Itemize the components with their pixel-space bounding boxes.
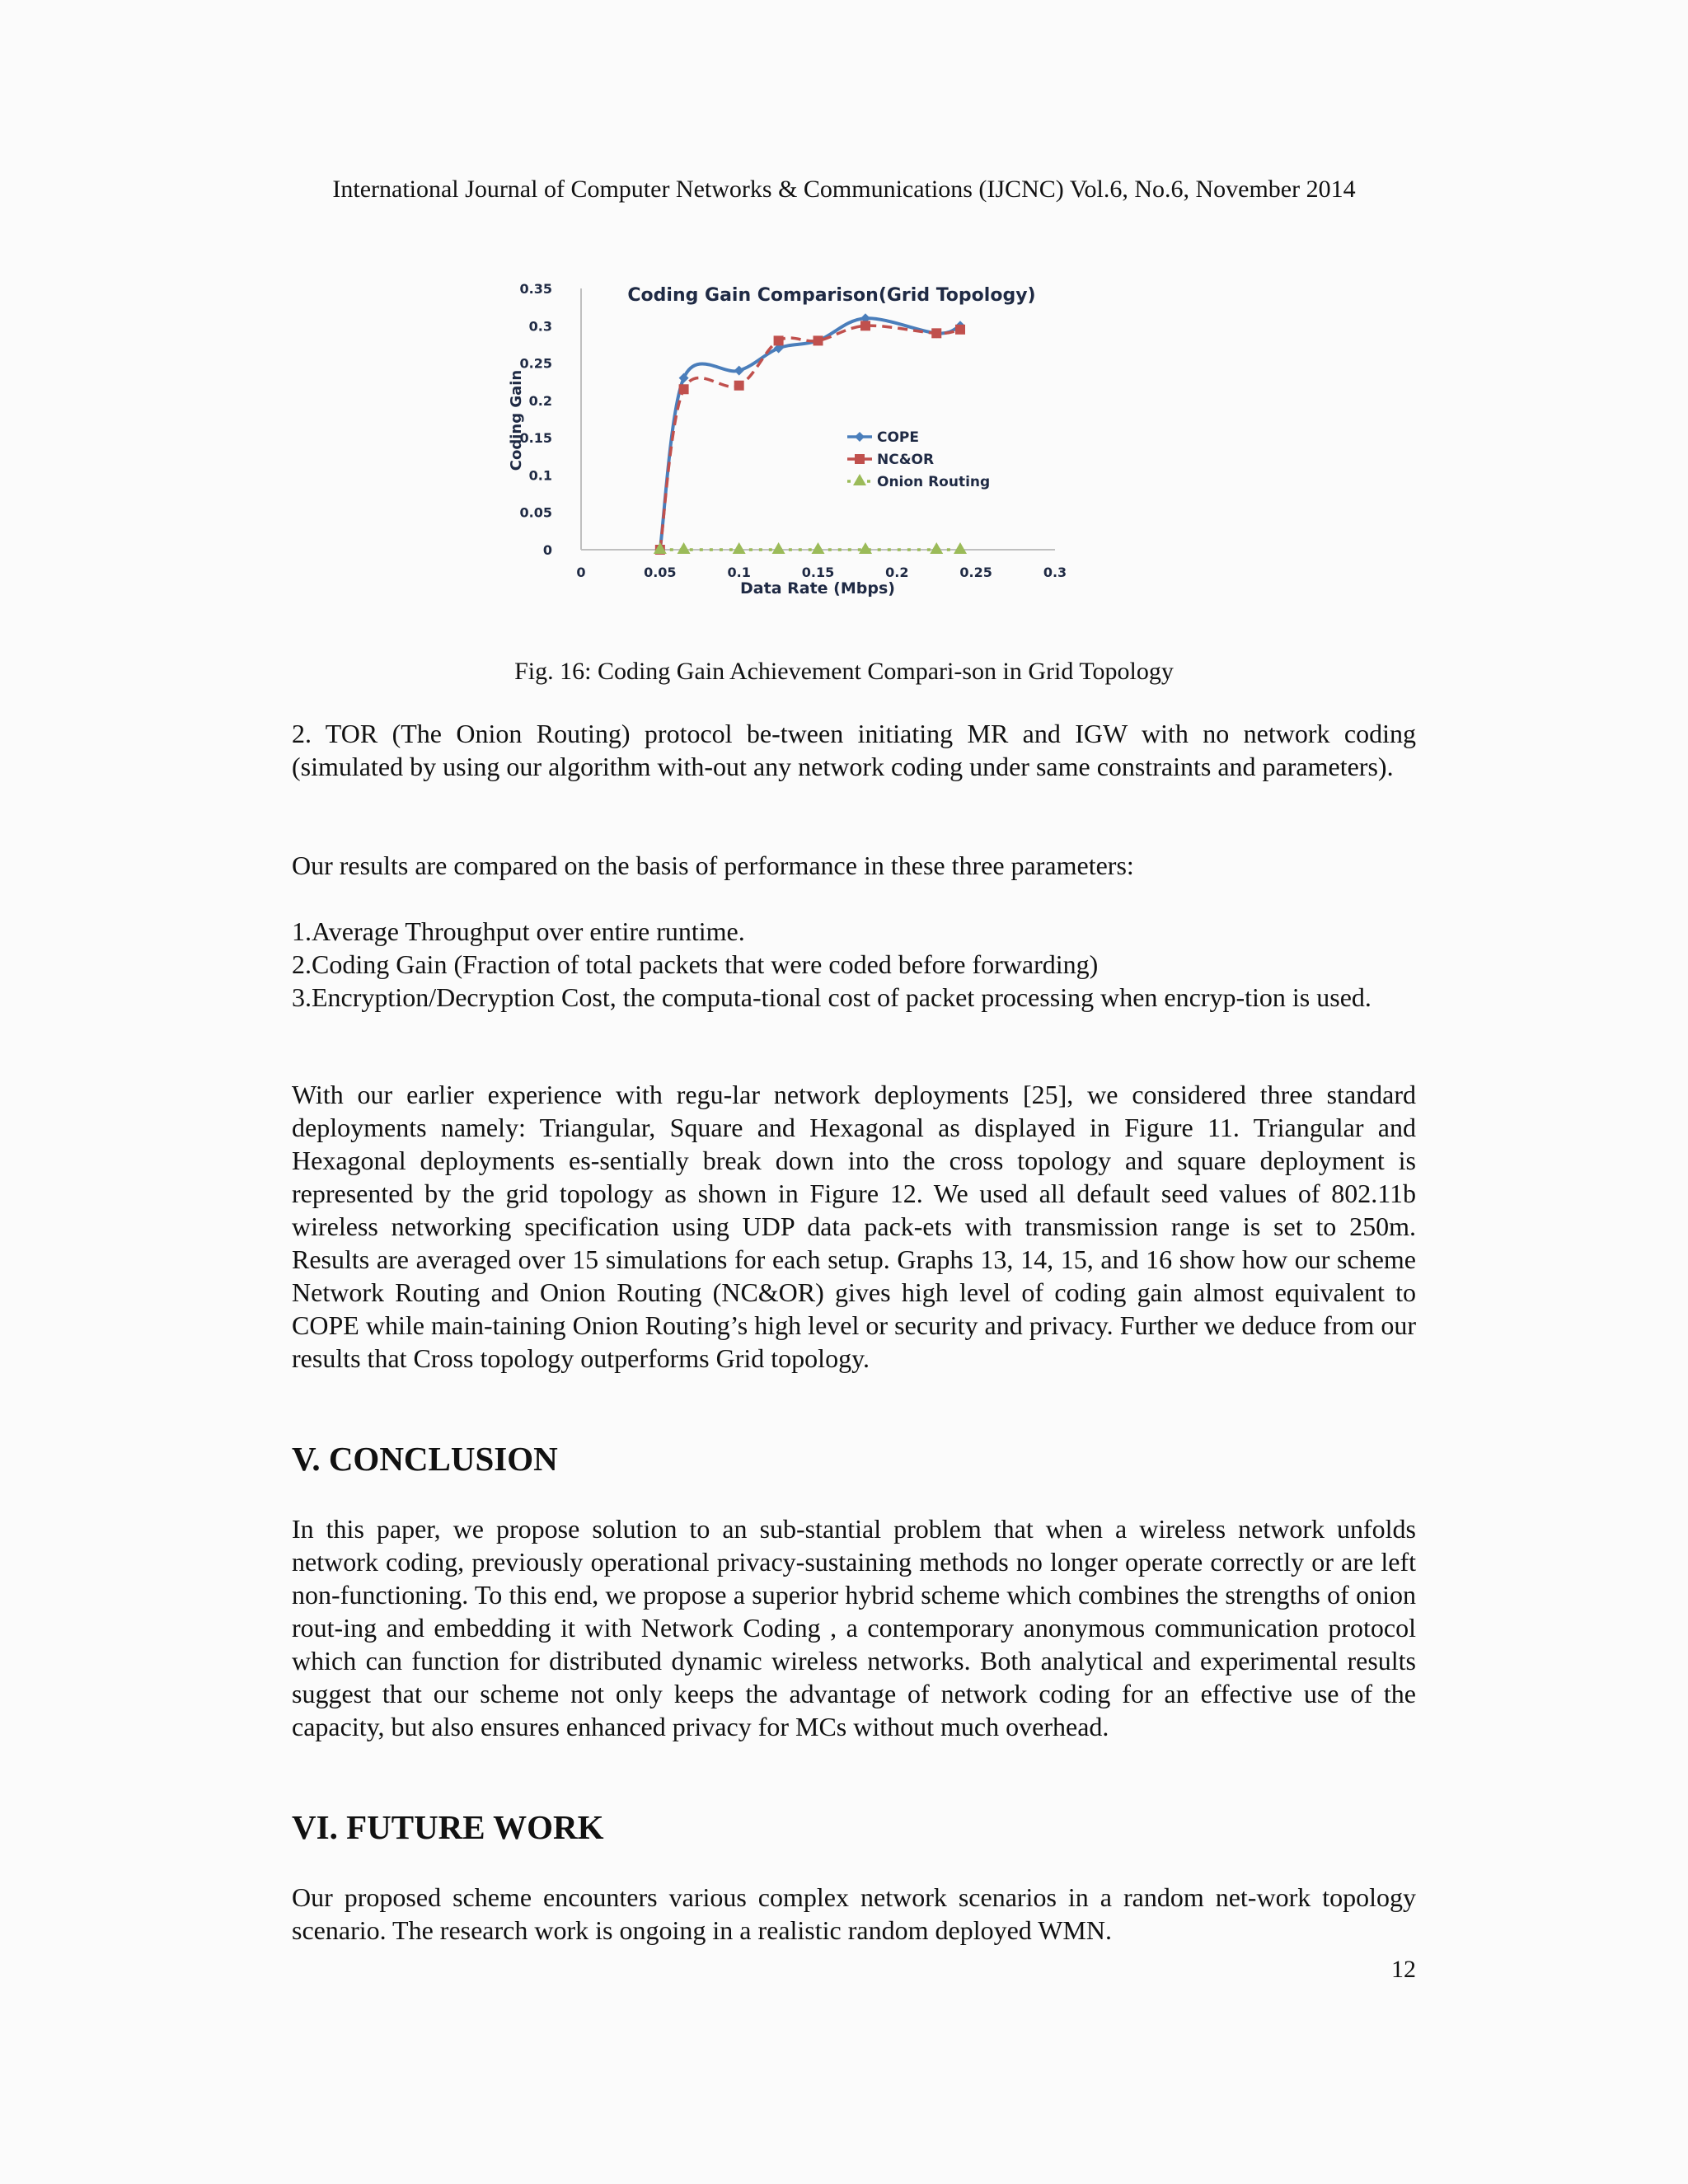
chart-ylabel: Coding Gain: [508, 369, 525, 471]
x-tick-label: 0.05: [644, 565, 677, 580]
list-item: 3.Encryption/Decryption Cost, the computa-tional cost of packet processing when encryp-tion is used.: [292, 982, 1372, 1012]
data-point: [812, 542, 825, 554]
data-point: [853, 474, 866, 485]
page-number: 12: [1391, 1956, 1416, 1983]
data-point: [774, 335, 784, 345]
paragraph-future-work: [292, 1881, 1416, 1947]
chart-svg: [503, 272, 1096, 618]
data-point: [859, 542, 872, 554]
paragraph-text: 2. TOR (The Onion Routing) protocol be-tween initiating MR and IGW with no network coding (simulated by using our algorithm with-out any network coding under same constraints and parameters).: [292, 719, 1416, 781]
data-point: [855, 454, 865, 464]
data-point: [954, 542, 967, 554]
paragraph-text: In this paper, we propose solution to an sub-stantial problem that when a wireless network unfolds network coding, previously operational privacy-sustaining methods no longer operate correctly or are left non-functioning. To this end, we propose a superior hybrid scheme which combines the strengths of onion rout-ing and embedding it with Network Coding , a contemporary anonymous communication protocol which can function for distributed dynamic wireless networks. Both analytical and experimental results suggest that our scheme not only keeps the advantage of network coding for an effective use of the capacity, but also ensures enhanced privacy for MCs without much overhead.: [292, 1514, 1416, 1741]
data-point: [860, 321, 870, 330]
x-tick-label: 0.3: [1043, 565, 1067, 580]
list-item: 1.Average Throughput over entire runtime.: [292, 916, 745, 946]
paragraph-conclusion: [292, 1512, 1416, 1743]
chart-title: Coding Gain Comparison(Grid Topology): [627, 285, 1036, 306]
data-point: [679, 384, 689, 394]
figure-caption: Fig. 16: Coding Gain Achievement Compari-son in Grid Topology: [514, 658, 1174, 685]
paragraph-text: Our proposed scheme encounters various complex network scenarios in a random net-work topology scenario. The research work is ongoing in a realistic random deployed WMN.: [292, 1882, 1416, 1945]
legend-label: COPE: [877, 429, 919, 446]
x-tick-label: 0.15: [801, 565, 835, 580]
x-tick-label: 0.25: [959, 565, 992, 580]
x-tick-label: 0: [576, 565, 586, 580]
y-tick-label: 0.35: [519, 281, 552, 297]
data-point: [733, 542, 746, 554]
y-tick-label: 0.3: [528, 318, 552, 335]
y-tick-label: 0.25: [519, 355, 552, 372]
legend-label: NC&OR: [877, 452, 935, 468]
data-point: [931, 328, 941, 338]
y-tick-label: 0.2: [528, 392, 552, 409]
y-tick-label: 0: [542, 542, 552, 558]
chart-xlabel: Data Rate (Mbps): [740, 579, 895, 598]
section-heading-future-work: VI. FUTURE WORK: [292, 1808, 604, 1846]
x-tick-label: 0.1: [727, 565, 751, 580]
data-point: [734, 366, 744, 376]
data-point: [855, 432, 865, 442]
paragraph-tor: [292, 717, 1416, 783]
data-point: [814, 335, 823, 345]
section-heading-conclusion: V. CONCLUSION: [292, 1440, 558, 1478]
x-tick-label: 0.2: [885, 565, 909, 580]
y-tick-label: 0.05: [519, 504, 552, 521]
y-tick-label: 0.15: [519, 430, 552, 447]
data-point: [734, 381, 744, 391]
y-tick-label: 0.1: [528, 467, 552, 484]
data-point: [930, 542, 943, 554]
data-point: [678, 542, 691, 554]
coding-gain-chart: [503, 272, 1096, 618]
paragraph-text: With our earlier experience with regu-lar network deployments [25], we considered three standard deployments namely: Triangular, Square and Hexagonal as displayed in Figure 11. Triangular and Hexagonal deployments es-sentially break down into the cross topology and square deployment is represented by the grid topology as shown in Figure 12. We used all default seed values of 802.11b wireless networking specification using UDP data pack-ets with transmission range is set to 250m. Results are averaged over 15 simulations for each setup. Graphs 13, 14, 15, and 16 show how our scheme Network Routing and Onion Routing (NC&OR) gives high level of coding gain almost equivalent to COPE while main-taining Onion Routing’s high level or security and privacy. Further we deduce from our results that Cross topology outperforms Grid topology.: [292, 1080, 1416, 1373]
paragraph-text: Our results are compared on the basis of performance in these three parameters:: [292, 851, 1134, 880]
journal-header: International Journal of Computer Networks & Communications (IJCNC) Vol.6, No.6, November 2014: [332, 176, 1356, 203]
data-point: [955, 325, 965, 335]
data-point: [772, 542, 785, 554]
legend-label: Onion Routing: [877, 474, 991, 490]
parameter-list: [292, 915, 1416, 1014]
paragraph-deployments: [292, 1078, 1416, 1375]
paragraph-comparison: [292, 849, 1416, 882]
list-item: 2.Coding Gain (Fraction of total packets that were coded before forwarding): [292, 949, 1099, 979]
